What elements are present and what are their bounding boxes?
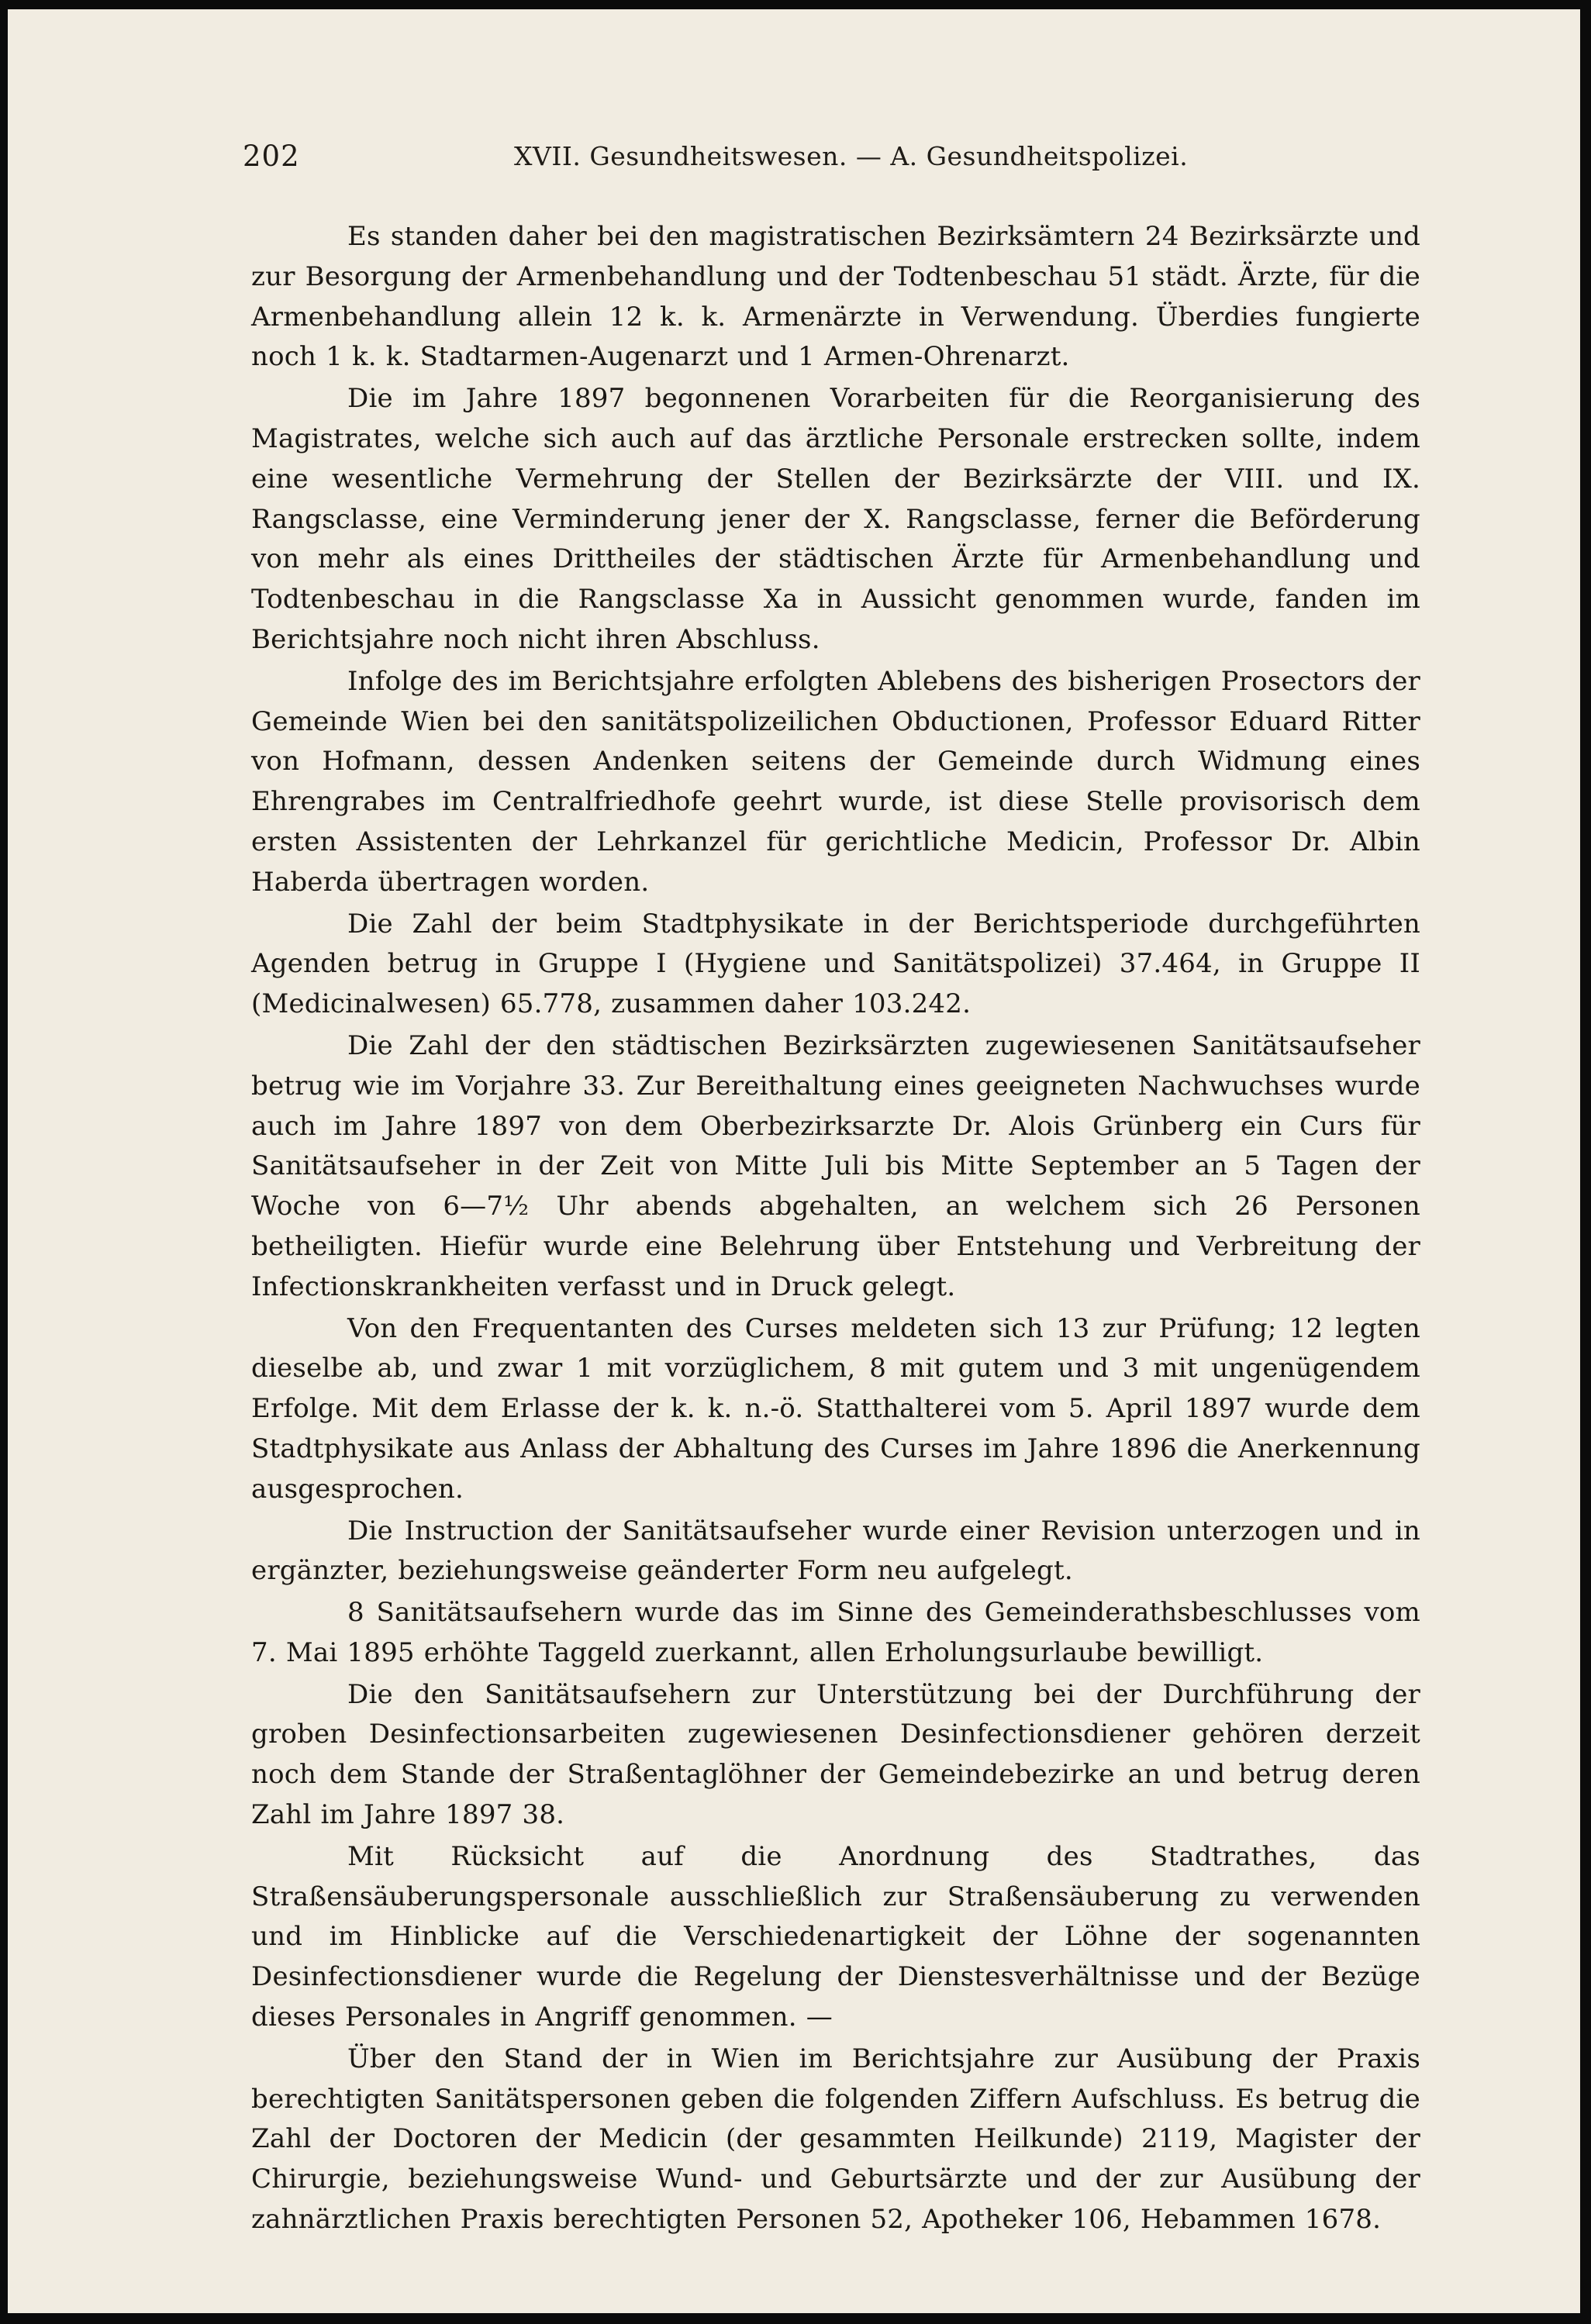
paragraph-disinfection-staff: Die den Sanitätsaufsehern zur Unterstützung bei der Durchführung der groben Desinfectionsarbeiten zugewiesenen Desinfectionsdiener gehören derzeit noch dem Stande der Straßentaglöhner der Gemeindebezirke an und betrug deren Zahl im Jahre 1897 38.: [251, 1678, 1420, 1831]
paragraph-course-exams: Von den Frequentanten des Curses meldeten sich 13 zur Prüfung; 12 legten dieselbe ab, und zwar 1 mit vorzüglichem, 8 mit gutem und 3 mit ungenügendem Erfolge. Mit dem Erlasse der k. k. n.-ö. Statthalterei vom 5. April 1897 wurde dem Stadtphysikate aus Anlass der Abhaltung des Curses im Jahre 1896 die Anerkennung ausgesprochen.: [251, 1312, 1420, 1505]
paragraph-prosector: Infolge des im Berichtsjahre erfolgten Ablebens des bisherigen Prosectors der Gemeinde Wien bei den sanitätspolizeilichen Obductionen, Professor Eduard Ritter von Hofmann, dessen Andenken seitens der Gemeinde durch Widmung eines Ehrengrabes im Centralfriedhofe geehrt wurde, ist diese Stelle provisorisch dem ersten Assistenten der Lehrkanzel für gerichtliche Medicin, Professor Dr. Albin Haberda übertragen worden.: [251, 665, 1420, 898]
paragraph-agenda-counts: Die Zahl der beim Stadtphysikate in der Berichtsperiode durchgeführten Agenden betrug in Gruppe I (Hygiene und Sanitätspolizei) 37.464, in Gruppe II (Medicinalwesen) 65.778, zusammen daher 103.242.: [251, 908, 1420, 1020]
page-header: [243, 140, 1416, 186]
running-head: XVII. Gesundheitswesen. — A. Gesundheitspolizei.: [514, 141, 1189, 171]
body-text: [251, 217, 1420, 2242]
paragraph-medical-personnel: Über den Stand der in Wien im Berichtsjahre zur Ausübung der Praxis berechtigten Sanitätspersonen geben die folgenden Ziffern Aufschluss. Es betrug die Zahl der Doctoren der Medicin (der gesammten Heilkunde) 2119, Magister der Chirurgie, beziehungsweise Wund- und Geburtsärzte und der zur Ausübung der zahnärztlichen Praxis berechtigten Personen 52, Apotheker 106, Hebammen 1678.: [251, 2043, 1420, 2236]
paragraph-district-doctors: Es standen daher bei den magistratischen Bezirksämtern 24 Bezirksärzte und zur Besorgung der Armenbehandlung und der Todtenbeschau 51 städt. Ärzte, für die Armenbehandlung allein 12 k. k. Armenärzte in Verwendung. Überdies fungierte noch 1 k. k. Stadtarmen-Augenarzt und 1 Armen-Ohrenarzt.: [251, 221, 1420, 373]
paragraph-instruction: Die Instruction der Sanitätsaufseher wurde einer Revision unterzogen und in ergänzter, beziehungsweise geänderter Form neu aufgelegt.: [251, 1515, 1420, 1587]
document-page: [8, 9, 1580, 2313]
paragraph-sanitary-inspectors: Die Zahl der den städtischen Bezirksärzten zugewiesenen Sanitätsaufseher betrug wie im Vorjahre 33. Zur Bereithaltung eines geeigneten Nachwuchses wurde auch im Jahre 1897 von dem Oberbezirksarzte Dr. Alois Grünberg ein Curs für Sanitätsaufseher in der Zeit von Mitte Juli bis Mitte September an 5 Tagen der Woche von 6—7½ Uhr abends abgehalten, an welchem sich 26 Personen betheiligten. Hiefür wurde eine Belehrung über Entstehung und Verbreitung der Infectionskrankheiten verfasst und in Druck gelegt.: [251, 1029, 1420, 1302]
paragraph-wage-regulation: Mit Rücksicht auf die Anordnung des Stadtrathes, das Straßensäuberungspersonale ausschließlich zur Straßensäuberung zu verwenden und im Hinblicke auf die Verschiedenartigkeit der Löhne der sogenannten Desinfectionsdiener wurde die Regelung der Dienstesverhältnisse und der Bezüge dieses Personales in Angriff genommen. —: [251, 1840, 1420, 2033]
paragraph-reorganisation: Die im Jahre 1897 begonnenen Vorarbeiten für die Reorganisierung des Magistrates, welche sich auch auf das ärztliche Personale erstrecken sollte, indem eine wesentliche Vermehrung der Stellen der Bezirksärzte der VIII. und IX. Rangsclasse, eine Verminderung jener der X. Rangsclasse, ferner die Beförderung von mehr als eines Drittheiles der städtischen Ärzte für Armenbehandlung und Todtenbeschau in die Rangsclasse Xa in Aussicht genommen wurde, fanden im Berichtsjahre noch nicht ihren Abschluss.: [251, 383, 1420, 655]
page-number: 202: [243, 140, 300, 173]
paragraph-daily-allowance: 8 Sanitätsaufsehern wurde das im Sinne des Gemeinderathsbeschlusses vom 7. Mai 1895 erhöhte Taggeld zuerkannt, allen Erholungsurlaube bewilligt.: [251, 1597, 1420, 1668]
